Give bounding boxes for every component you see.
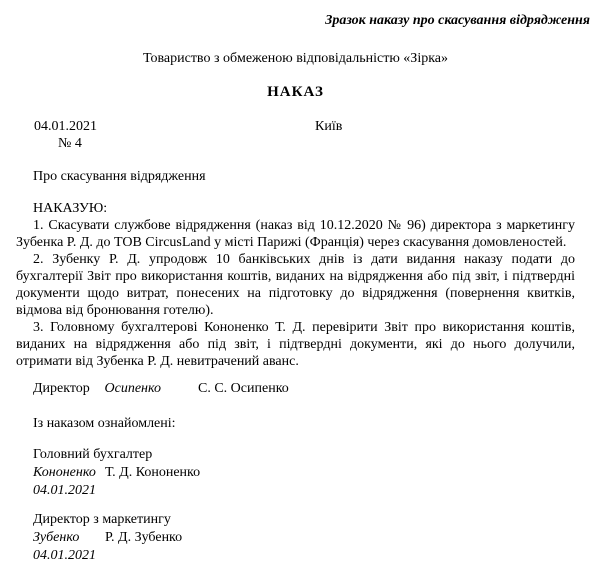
director-position: Директор xyxy=(33,381,90,396)
acknowledgement-signature-row xyxy=(33,529,575,547)
acknowledgement-position: Головний бухгалтер xyxy=(33,447,153,462)
acknowledgement-handwritten-signature: Кононенко xyxy=(33,465,96,480)
acknowledged-label: Із наказом ознайомлені: xyxy=(33,416,176,431)
acknowledgement-position: Директор з маркетингу xyxy=(33,512,171,527)
sample-label: Зразок наказу про скасування відрядження xyxy=(325,13,590,28)
document-title: НАКАЗ xyxy=(267,84,324,100)
company-name: Товариство з обмеженою відповідальністю «Зірка» xyxy=(142,51,449,66)
acknowledgement-date: 04.01.2021 xyxy=(33,548,96,563)
acknowledgement-name: Р. Д. Зубенко xyxy=(105,530,183,545)
date-city-row xyxy=(16,118,575,135)
order-item-2: 2. Зубенку Р. Д. упродовж 10 банківських днів із дати видання наказу подати до бухгалтерії Звіт про використання коштів, виданих на відрядження або під звіт, і підтвердні документи щодо витрат, понесених на підготовку до відрядження (повернення квитків, відмова від бронювання готелю). xyxy=(16,252,575,318)
order-subject: Про скасування відрядження xyxy=(33,169,206,184)
acknowledgement-signature-row xyxy=(33,464,575,482)
order-verb: НАКАЗУЮ: xyxy=(33,201,108,216)
director-signature-row xyxy=(16,380,575,397)
acknowledgement-chief-accountant xyxy=(16,446,575,500)
director-name: С. С. Осипенко xyxy=(198,381,289,396)
order-city: Київ xyxy=(315,119,343,134)
acknowledgement-handwritten-signature: Зубенко xyxy=(33,530,80,545)
acknowledgement-marketing-director xyxy=(16,511,575,565)
director-handwritten-signature: Осипенко xyxy=(104,381,161,396)
order-item-1: 1. Скасувати службове відрядження (наказ від 10.12.2020 № 96) директора з маркетингу Зубенка Р. Д. до ТОВ CircusLand у місті Парижі (Франція) через скасування домовленостей. xyxy=(16,218,575,250)
order-item-3: 3. Головному бухгалтерові Кононенко Т. Д. перевірити Звіт про використання коштів, виданих на відрядження або під звіт, і підтвердні документи, які до нього долучили, отримати від Зубенка Р. Д. невитрачений аванс. xyxy=(16,320,575,369)
order-number: № 4 xyxy=(58,136,82,151)
acknowledgement-date: 04.01.2021 xyxy=(33,483,96,498)
order-date: 04.01.2021 xyxy=(34,119,97,134)
acknowledgement-name: Т. Д. Кононенко xyxy=(105,465,201,480)
